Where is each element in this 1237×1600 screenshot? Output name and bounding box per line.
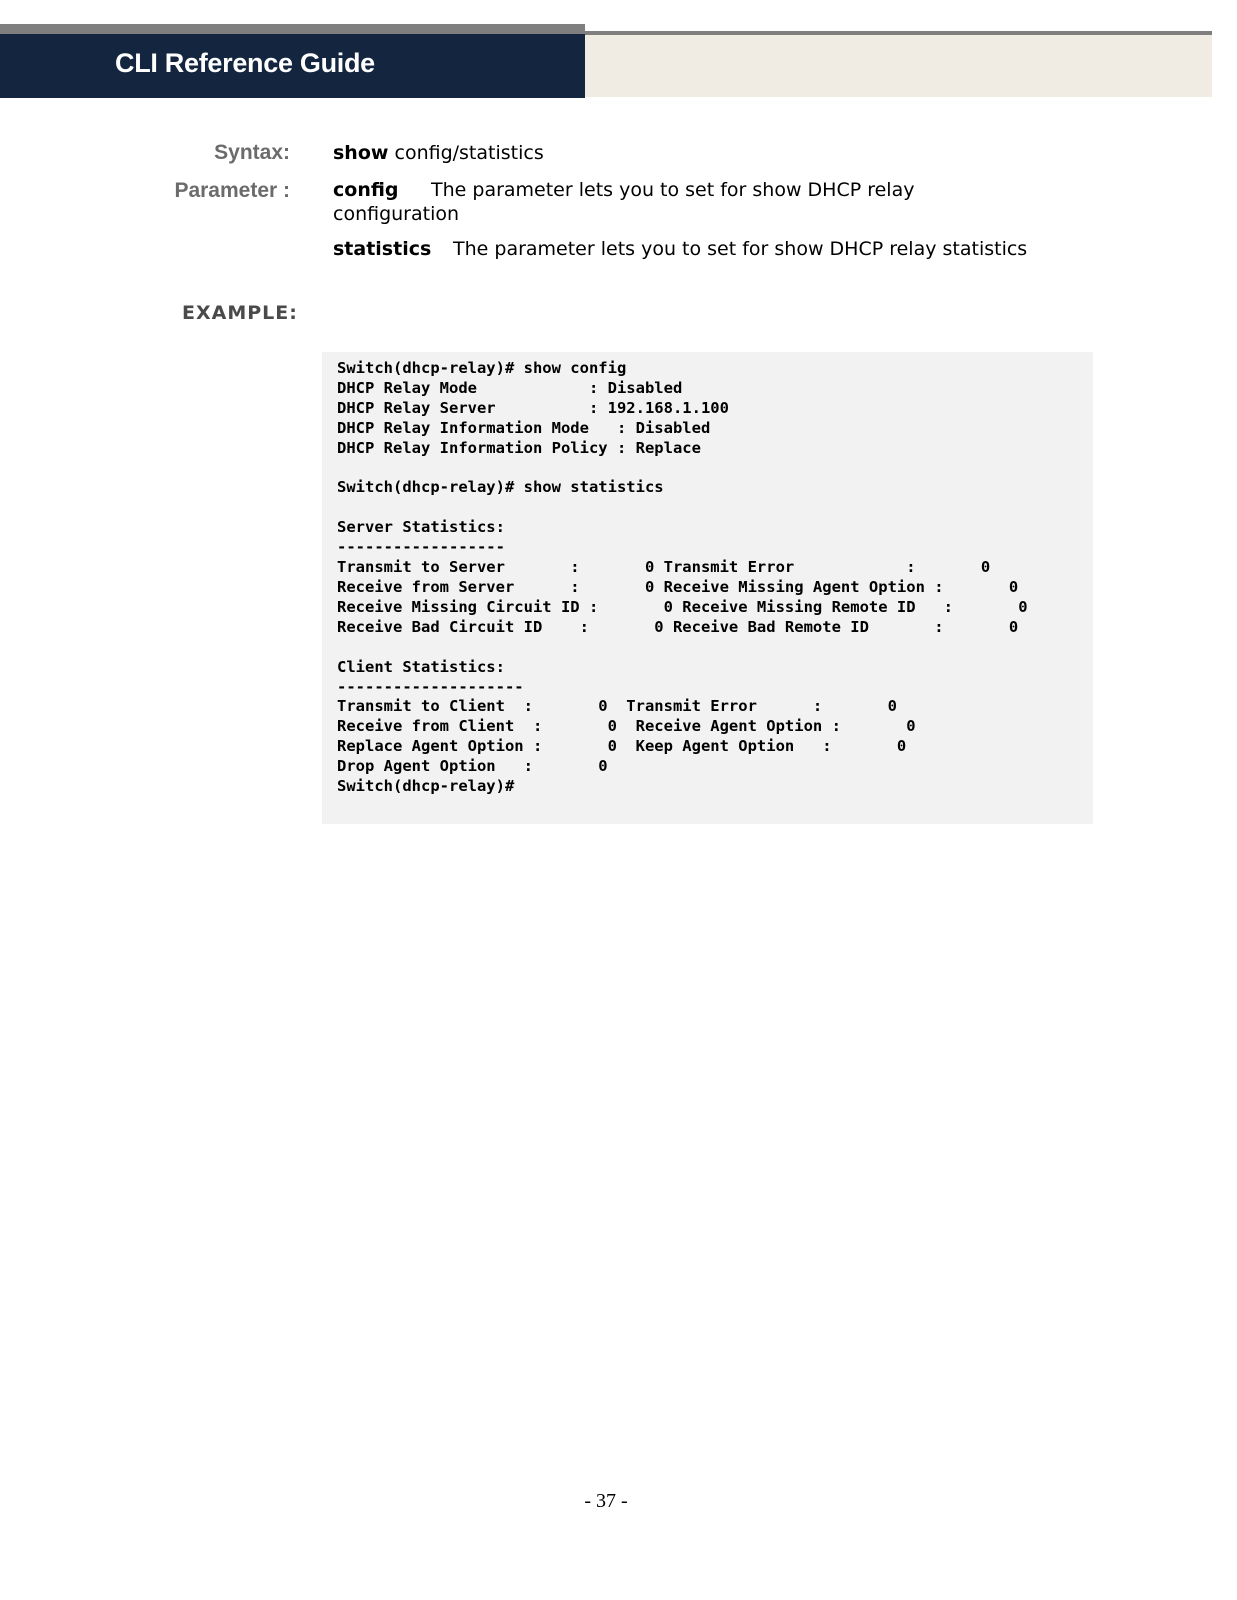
example-code-block (322, 352, 1093, 824)
page-number: - 37 - (584, 1490, 628, 1512)
parameter-label: Parameter : (174, 179, 290, 202)
header-band (585, 31, 1212, 97)
syntax-args: config/statistics (388, 142, 544, 164)
parameter-item-statistics (333, 237, 1027, 261)
example-label: EXAMPLE: (182, 302, 298, 324)
example-code: Switch(dhcp-relay)# show config DHCP Relay Mode : Disabled DHCP Relay Server : 192.168.1.100 DHCP Relay Information Mode : Disabled DHCP Relay Information Policy : Replace Switch(dhcp-relay)# show statistics Server Statistics: ------------------ Transmit to Server : 0 Transmit Error : 0 Receive from Server : 0 Receive Missing Agent Option : 0 Receive Missing Circuit ID : 0 Receive Missing Remote ID : 0 Receive Bad Circuit ID : 0 Receive Bad Remote ID : 0 Client Statistics: -------------------- Transmit to Client : 0 Transmit Error : 0 Receive from Client : 0 Receive Agent Option : 0 Replace Agent Option : 0 Keep Agent Option : 0 Drop Agent Option : 0 Switch(dhcp-relay)# (337, 359, 1028, 796)
document-title: CLI Reference Guide (115, 48, 375, 78)
parameter-description: The parameter lets you to set for show DHCP relay statistics (453, 238, 1028, 260)
parameter-item-config (333, 178, 1033, 226)
header-accent-bar (0, 24, 585, 34)
header-banner (0, 24, 585, 98)
parameter-name: config (333, 179, 399, 201)
syntax-command: show (333, 142, 389, 164)
syntax-line (333, 141, 544, 165)
syntax-label: Syntax: (214, 141, 290, 164)
header-rule (585, 31, 1212, 35)
parameter-description: The parameter lets you to set for show DHCP relay configuration (333, 179, 915, 225)
parameter-name: statistics (333, 238, 432, 260)
